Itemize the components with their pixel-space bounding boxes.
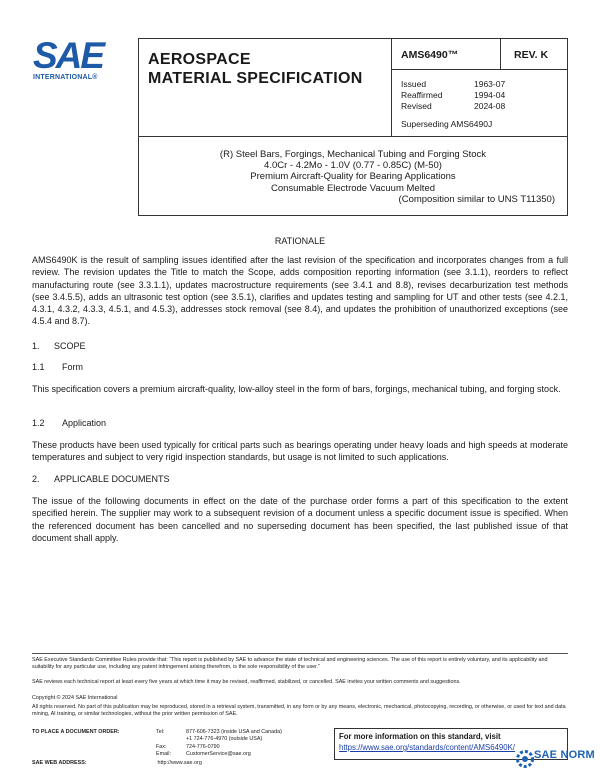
web-address[interactable]: http://www.sae.org	[157, 760, 202, 766]
spec-type-title	[148, 50, 391, 88]
tel-outside-usa: +1 724-776-4970 (outside USA)	[186, 736, 263, 743]
fax-number: 724-776-0790	[186, 743, 220, 750]
material-title-line-5: (Composition similar to UNS T11350)	[398, 193, 555, 205]
title-line-2: MATERIAL SPECIFICATION	[148, 70, 363, 87]
section-1-2-text: These products have been used typically for critical parts such as bearings operating under heavy loads and high speeds at moderate temperatures and subject to very rigid inspection standards, but usage is not limited to such applications.	[32, 440, 568, 463]
issued-date: 1963-07	[474, 79, 506, 89]
rationale-heading: RATIONALE	[274, 236, 326, 246]
material-title-line-1: (R) Steel Bars, Forgings, Mechanical Tubing and Forging Stock	[219, 149, 487, 160]
gear-icon	[514, 748, 536, 770]
sae-norm-watermark	[514, 748, 595, 775]
spec-title-box	[138, 38, 392, 137]
material-title-line-3: Premium Aircraft-Quality for Bearing Applications	[250, 171, 456, 183]
doc-number: AMS6490™	[401, 49, 459, 61]
rationale-text: AMS6490K is the result of sampling issues identified after the last revision of the specification and incorporates changes from a full review. The revision updates the Title to match the Scope, adds composition reporting information (see 3.1.1), reorders to reflect manufacturing route (see 3.3.1.1), updates macrostructure requirements (see 3.4.1 and 8.8), revises decarburization test methods (see 3.4.5.5), adds an ultrasonic test option (see 3.5.1), clarifies and updates testing and sampling for UT and other tests (see 4.2.1, 4.3.1, 4.3.2, 4.3.3, 4.5.1, and 4.5.3), addresses stock removal (see 8.4), and updates the prohibition of unauthorized exceptions (see 4.5.4 and 8.7).	[32, 255, 568, 327]
tel-inside-usa: 877-606-7323 (inside USA and Canada)	[186, 729, 282, 735]
section-2-text: The issue of the following documents in effect on the date of the purchase order forms a part of this specification to the extent specified herein. The supplier may work to a subsequent revision of a document unless a specific document issue is specified. When the referenced document has been cancelled and no superseding document has been specified, the last published issue of that document shall apply.	[32, 496, 568, 543]
more-info-title: For more information on this standard, visit	[339, 732, 501, 741]
revised-row	[401, 101, 567, 112]
reaffirmed-label: Reaffirmed	[401, 90, 443, 100]
doc-number-box	[391, 38, 501, 70]
section-1-1-text: This specification covers a premium aircraft-quality, low-alloy steel in the form of bars, forgings, mechanical tubing, and forging stock.	[32, 384, 561, 394]
section-1-1-number: 1.1	[32, 362, 45, 372]
sae-logo-mark	[33, 38, 117, 72]
title-line-1: AEROSPACE	[148, 51, 251, 68]
reaffirmed-date: 1994-04	[474, 90, 506, 100]
revision-label: REV. K	[514, 49, 549, 61]
footer-review-notice: SAE reviews each technical report at least every five years at which time it may be revised, reaffirmed, stabilized, or cancelled. SAE invites your written comments and suggestions.	[32, 679, 461, 685]
order-label: TO PLACE A DOCUMENT ORDER:	[32, 729, 120, 735]
logo-mark-text: SAE	[33, 38, 104, 72]
section-1-1-heading	[32, 362, 83, 372]
reaffirmed-row	[401, 90, 567, 101]
dates-box	[391, 69, 568, 137]
standard-link[interactable]: https://www.sae.org/standards/content/AMS6490K/	[339, 743, 515, 752]
section-1-heading	[32, 341, 86, 351]
footer-rights-notice: All rights reserved. No part of this publication may be reproduced, stored in a retrieval system, transmitted, in any form or by any means, electronic, mechanical, photocopying, recording, or otherwise, or used for text and data mining, AI training, or similar technologies, without the prior written permission of SAE.	[32, 704, 566, 717]
footer-rules-notice: SAE Executive Standards Committee Rules provide that: “This report is published by SAE to advance the state of technical and engineering sciences. The use of this report is entirely voluntary, and its applicability and suitability for any particular use, including any patent infringement arising therefrom, is the sole responsibility of the user.”	[32, 657, 548, 670]
revised-date: 2024-08	[474, 101, 506, 111]
email-address[interactable]: CustomerService@sae.org	[186, 751, 251, 758]
footer-divider	[32, 653, 568, 654]
section-1-title: SCOPE	[54, 341, 86, 351]
issued-row	[401, 79, 567, 90]
material-title-line-2: 4.0Cr - 4.2Mo - 1.0V (0.77 - 0.85C) (M-50)	[264, 160, 442, 172]
issued-label: Issued	[401, 79, 427, 89]
web-label: SAE WEB ADDRESS:	[32, 760, 87, 766]
section-2-number: 2.	[32, 474, 40, 484]
section-1-2-heading	[32, 418, 106, 428]
logo-subtitle: INTERNATIONAL®	[33, 74, 98, 81]
superseding-note: Superseding AMS6490J	[401, 119, 493, 129]
section-2-title: APPLICABLE DOCUMENTS	[54, 474, 170, 484]
section-1-1-title: Form	[62, 362, 83, 372]
section-1-2-title: Application	[62, 418, 107, 428]
section-1-2-number: 1.2	[32, 418, 45, 428]
material-title-line-4: Consumable Electrode Vacuum Melted	[270, 182, 436, 194]
order-contact-block	[32, 729, 282, 759]
revised-label: Revised	[401, 101, 432, 111]
tel-label: Tel:	[156, 729, 165, 735]
footer-copyright: Copyright © 2024 SAE International	[32, 695, 118, 701]
section-1-number: 1.	[32, 341, 40, 351]
fax-label: Fax:	[156, 743, 167, 750]
revision-box	[500, 38, 568, 70]
sae-logo	[33, 38, 123, 81]
watermark-text: SAE NORM	[534, 749, 595, 761]
material-title-box	[138, 136, 568, 216]
web-address-row	[32, 760, 202, 766]
email-label: Email:	[156, 751, 171, 758]
section-2-heading	[32, 474, 170, 484]
